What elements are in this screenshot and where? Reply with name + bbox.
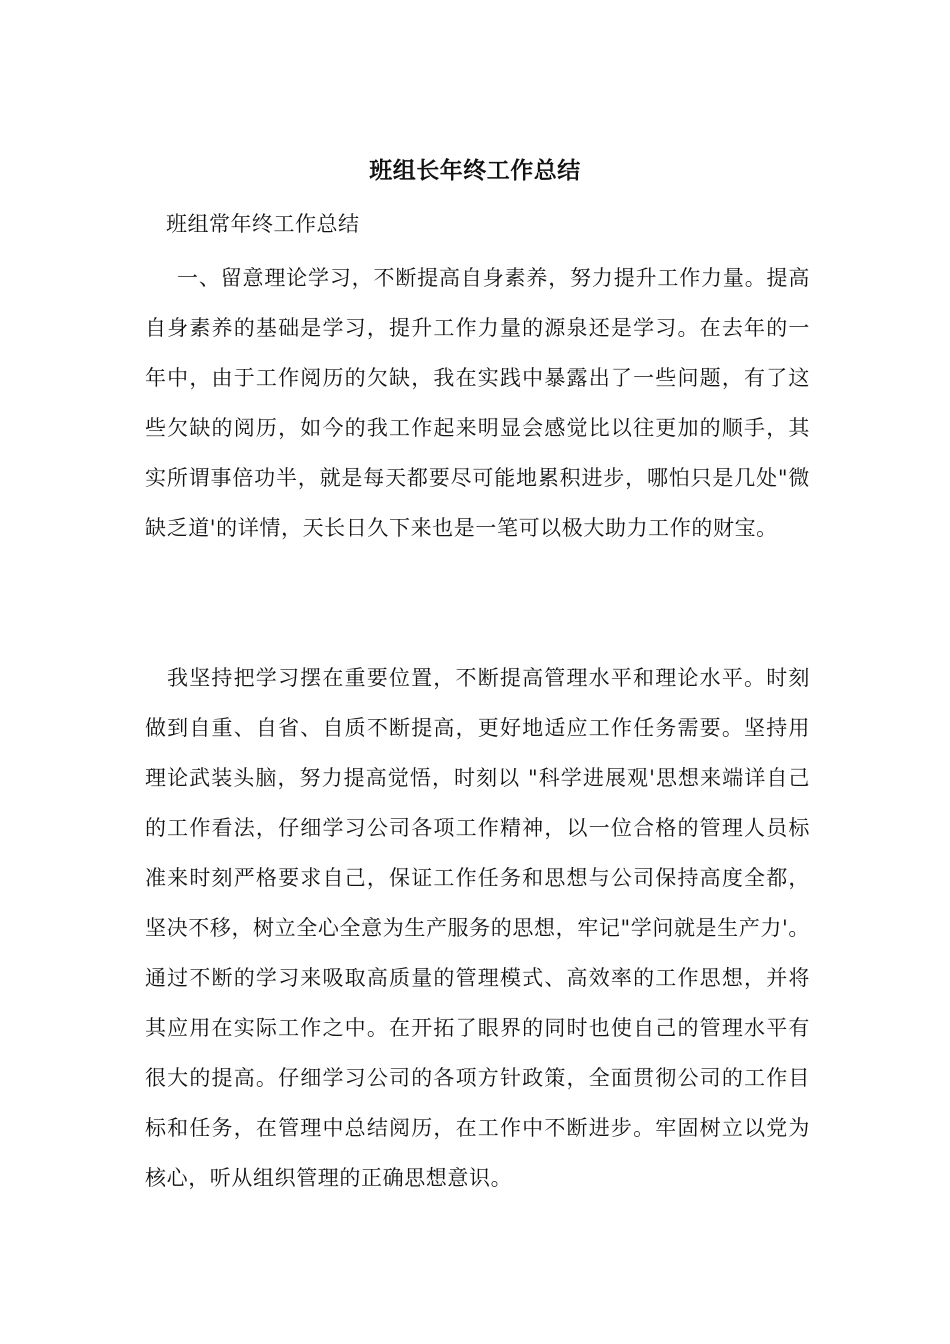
document-title: 班组长年终工作总结 bbox=[369, 157, 581, 184]
paragraph-study-theory: 一、留意理论学习，不断提高自身素养，努力提升工作力量。提高自身素养的基础是学习，提升工作力量的源泉还是学习。在去年的一年中，由于工作阅历的欠缺，我在实践中暴露出了一些问题，有了这些欠缺的阅历，如今的我工作起来明显会感觉比以往更加的顺手，其实所谓事倍功半，就是每天都要尽可能地累积进步，哪怕只是几处"微缺乏道'的详情，天长日久下来也是一笔可以极大助力工作的财宝。 bbox=[145, 266, 810, 540]
document-subtitle: 班组常年终工作总结 bbox=[166, 212, 360, 236]
paragraph-management-level: 我坚持把学习摆在重要位置，不断提高管理水平和理论水平。时刻做到自重、自省、自质不断提高，更好地适应工作任务需要。坚持用理论武装头脑，努力提高觉悟，时刻以 "科学进展观'思想来端详自己的工作看法，仔细学习公司各项工作精神，以一位合格的管理人员标准来时刻严格要求自己，保证工作任务和思想与公司保持高度全都，坚决不移，树立全心全意为生产服务的思想，牢记"学问就是生产力'。通过不断的学习来吸取高质量的管理模式、高效率的工作思想，并将其应用在实际工作之中。在开拓了眼界的同时也使自己的管理水平有很大的提高。仔细学习公司的各项方针政策，全面贯彻公司的工作目标和任务，在管理中总结阅历，在工作中不断进步。牢固树立以党为核心，听从组织管理的正确思想意识。 bbox=[145, 666, 810, 1190]
